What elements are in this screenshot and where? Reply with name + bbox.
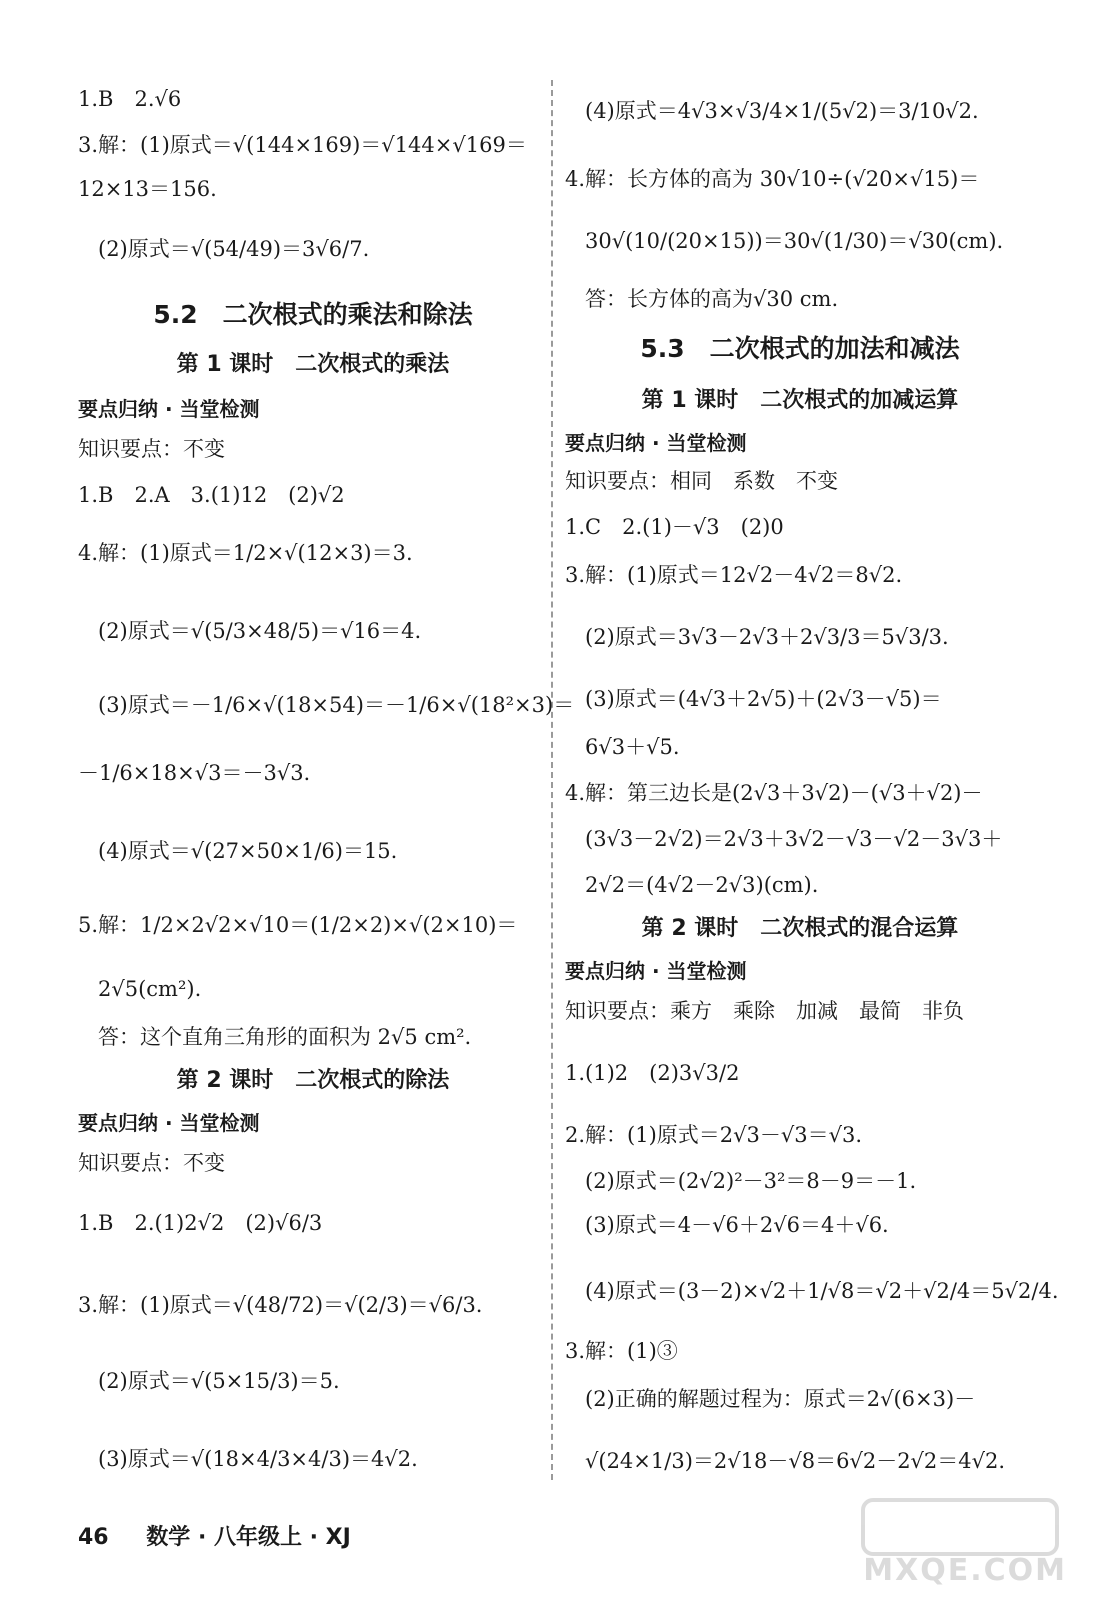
answer-line: (3)原式＝4－√6＋2√6＝4＋√6. — [585, 1213, 889, 1237]
answer-line: 1.(1)2 (2)3√3/2 — [565, 1061, 740, 1085]
answer-line: √(24×1/3)＝2√18－√8＝6√2－2√2＝4√2. — [585, 1449, 1006, 1473]
lesson-title: 第 2 课时 二次根式的除法 — [176, 1068, 450, 1093]
lesson-title: 第 1 课时 二次根式的加减运算 — [641, 388, 959, 413]
answer-line: 1.B 2.(1)2√2 (2)√6/3 — [78, 1211, 323, 1235]
answer-line: 1.B 2.√6 — [78, 87, 182, 111]
key-points-heading: 要点归纳 · 当堂检测 — [78, 1111, 260, 1135]
answer-line: 30√(10/(20×15))＝30√(1/30)＝√30(cm). — [585, 229, 1004, 253]
key-points-heading: 要点归纳 · 当堂检测 — [565, 959, 747, 983]
watermark-frame — [861, 1498, 1059, 1556]
page-footer — [78, 1520, 351, 1551]
answer-line: (3√3－2√2)＝2√3＋3√2－√3－√2－3√3＋ — [585, 827, 1003, 851]
answer-line: 知识要点：不变 — [78, 437, 225, 461]
answer-line: －1/6×18×√3＝－3√3. — [78, 761, 311, 785]
page-number: 46 — [78, 1525, 109, 1550]
answer-line: 3.解：(1)原式＝√(144×169)＝√144×√169＝ — [78, 133, 527, 157]
answer-line: 1.C 2.(1)－√3 (2)0 — [565, 515, 784, 539]
answer-line: 3.解：(1)原式＝√(48/72)＝√(2/3)＝√6/3. — [78, 1293, 483, 1317]
answer-line: (2)原式＝(2√2)²－3²＝8－9＝－1. — [585, 1169, 917, 1193]
answer-line: 答：这个直角三角形的面积为 2√5 cm². — [98, 1025, 472, 1049]
answer-line: 4.解：(1)原式＝1/2×√(12×3)＝3. — [78, 541, 413, 565]
answer-line: 答：长方体的高为√30 cm. — [585, 287, 839, 311]
answer-line: 知识要点：相同 系数 不变 — [565, 469, 838, 493]
answer-line: 4.解：第三边长是(2√3＋3√2)－(√3＋√2)－ — [565, 781, 983, 805]
answer-line: 知识要点：乘方 乘除 加减 最简 非负 — [565, 999, 964, 1023]
key-points-heading: 要点归纳 · 当堂检测 — [565, 431, 747, 455]
answer-line: (2)原式＝3√3－2√3＋2√3/3＝5√3/3. — [585, 625, 949, 649]
section-title-5-2: 5.2 二次根式的乘法和除法 — [153, 300, 473, 329]
answer-line: 5.解：1/2×2√2×√10＝(1/2×2)×√(2×10)＝ — [78, 913, 518, 937]
answer-line: 知识要点：不变 — [78, 1151, 225, 1175]
answer-line: 2√5(cm²). — [98, 977, 202, 1001]
key-points-heading: 要点归纳 · 当堂检测 — [78, 397, 260, 421]
answer-line: (3)原式＝－1/6×√(18×54)＝－1/6×√(18²×3)＝ — [98, 693, 575, 717]
answer-line: 3.解：(1)原式＝12√2－4√2＝8√2. — [565, 563, 903, 587]
answer-line: (2)原式＝√(5/3×48/5)＝√16＝4. — [98, 619, 422, 643]
answer-line: (3)原式＝(4√3＋2√5)＋(2√3－√5)＝ — [585, 687, 942, 711]
answer-line: (4)原式＝(3－2)×√2＋1/√8＝√2＋√2/4＝5√2/4. — [585, 1279, 1059, 1303]
answer-line: 3.解：(1)③ — [565, 1339, 678, 1363]
answer-line: (2)原式＝√(54/49)＝3√6/7. — [98, 237, 370, 261]
answer-line: 1.B 2.A 3.(1)12 (2)√2 — [78, 483, 345, 507]
book-info: 数学 · 八年级上 · XJ — [146, 1525, 351, 1550]
answer-line: (2)正确的解题过程为：原式＝2√(6×3)－ — [585, 1387, 976, 1411]
watermark-logo — [857, 1498, 1067, 1588]
answer-line: 12×13＝156. — [78, 177, 217, 201]
answer-line: 2.解：(1)原式＝2√3－√3＝√3. — [565, 1123, 863, 1147]
answer-line: 6√3＋√5. — [585, 735, 680, 759]
answer-line: (4)原式＝4√3×√3/4×1/(5√2)＝3/10√2. — [585, 99, 979, 123]
lesson-title: 第 2 课时 二次根式的混合运算 — [641, 916, 959, 941]
section-title-5-3: 5.3 二次根式的加法和减法 — [640, 334, 960, 363]
answer-line: 2√2＝(4√2－2√3)(cm). — [585, 873, 819, 897]
watermark-text: MXQE.COM — [863, 1553, 1067, 1588]
answer-line: (2)原式＝√(5×15/3)＝5. — [98, 1369, 340, 1393]
answer-line: (3)原式＝√(18×4/3×4/3)＝4√2. — [98, 1447, 418, 1471]
lesson-title: 第 1 课时 二次根式的乘法 — [176, 352, 450, 377]
column-divider — [551, 80, 553, 1480]
answer-line: 4.解：长方体的高为 30√10÷(√20×√15)＝ — [565, 167, 980, 191]
answer-line: (4)原式＝√(27×50×1/6)＝15. — [98, 839, 398, 863]
